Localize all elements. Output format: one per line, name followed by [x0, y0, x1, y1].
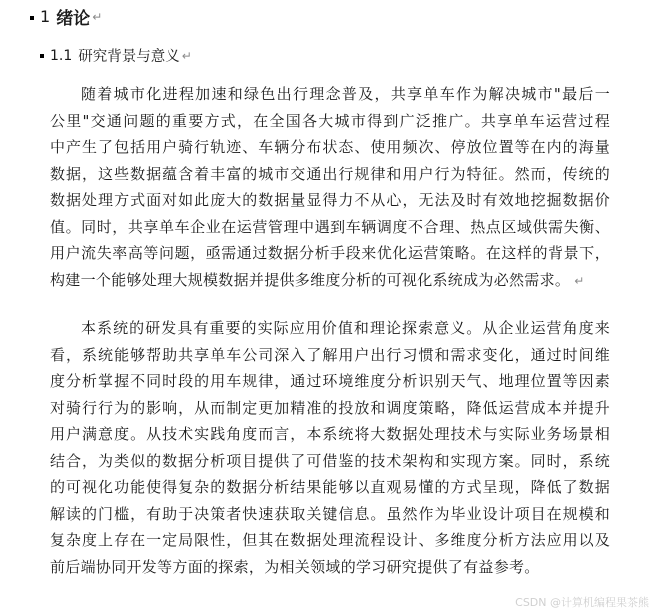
paragraph-mark-icon: ↵	[92, 9, 103, 24]
text-line: 结合，为类似的数据分析项目提供了可借鉴的技术架构和实现方案。同时，系统	[50, 451, 610, 470]
text-line: 看，系统能够帮助共享单车公司深入了解用户出行习惯和需求变化，通过时间维	[50, 345, 610, 364]
text-line: 的可视化功能使得复杂的数据分析结果能够以直观易懂的方式呈现，降低了数据	[50, 478, 610, 496]
text-line: 数据，这些数据蕴含着丰富的城市交通出行规律和用户行为特征。然而，传统的	[50, 164, 610, 183]
heading-bullet-marker	[40, 54, 44, 58]
heading-number: 1.1	[50, 47, 73, 64]
heading-level-2	[40, 45, 192, 66]
heading-bullet-marker	[30, 16, 34, 20]
text-line-last: 前后端协同开发等方面的探索，为相关领域的学习研究提供了有益参考。	[50, 557, 540, 576]
text-line: 解读的门槛，有助于决策者快速获取关键信息。虽然作为毕业设计项目在规模和	[50, 504, 610, 523]
watermark: CSDN @计算机编程果茶熊	[515, 596, 649, 609]
paragraph-mark-icon: ↵	[574, 273, 585, 288]
text-line: 用户流失率高等问题，亟需通过数据分析手段来优化运营策略。在这样的背景下，	[50, 244, 610, 262]
heading-number: 1	[40, 7, 51, 26]
text-line: 随着城市化进程加速和绿色出行理念普及，共享单车作为解决城市"最后一	[81, 85, 610, 103]
text-line-last	[50, 267, 610, 294]
text-line: 用户满意度。从技术实践角度而言，本系统将大数据处理技术与实际业务场景相	[50, 425, 610, 443]
text-line: 度分析掌握不同时段的用车规律，通过环境维度分析识别天气、地理位置等因素	[50, 372, 610, 390]
heading-level-1	[30, 4, 102, 29]
text-line: 复杂度上存在一定局限性，但其在数据处理流程设计、多维度分析方法应用以及	[50, 531, 610, 549]
body-paragraph-2	[50, 315, 610, 580]
text-line: 值。同时，共享单车企业在运营管理中遇到车辆调度不合理、热点区域供需失衡、	[50, 217, 610, 236]
paragraph-mark-icon: ↵	[181, 48, 192, 63]
text-line: 数据处理方式面对如此庞大的数据量显得力不从心，无法及时有效地挖掘数据价	[50, 191, 610, 209]
text-line: 公里"交通问题的重要方式，在全国各大城市得到广泛推广。共享单车运营过程	[50, 111, 610, 130]
text-line: 对骑行行为的影响，从而制定更加精准的投放和调度策略，降低运营成本并提升	[50, 398, 610, 417]
text-line-content: 构建一个能够处理大规模数据并提供多维度分析的可视化系统成为必然需求。	[50, 270, 571, 289]
heading-title: 绪论	[56, 9, 91, 29]
body-paragraph-1	[50, 81, 610, 293]
text-line: 中产生了包括用户骑行轨迹、车辆分布状态、使用频次、停放位置等在内的海量	[50, 138, 610, 156]
text-line: 本系统的研发具有重要的实际应用价值和理论探索意义。从企业运营角度来	[81, 319, 610, 337]
heading-title: 研究背景与意义	[78, 49, 180, 65]
